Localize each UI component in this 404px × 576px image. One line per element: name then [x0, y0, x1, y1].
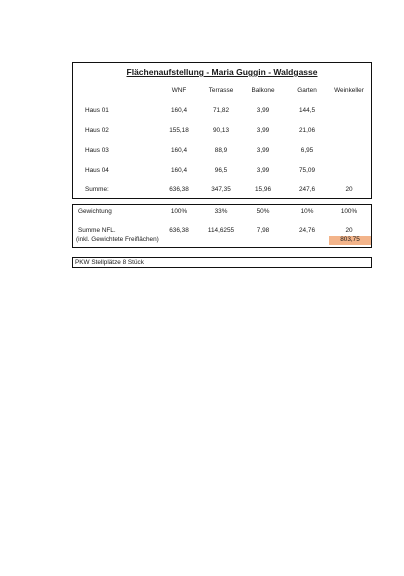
- parking-box: [72, 257, 372, 268]
- row-label-haus-01: Haus 01: [85, 107, 109, 114]
- area-table: [72, 62, 372, 199]
- row-label-gewichtung: Gewichtung: [78, 208, 112, 215]
- cell-summe-terrasse: 347,35: [211, 186, 231, 193]
- cell-haus-04-balkone: 3,99: [256, 167, 270, 174]
- cell-haus-02-balkone: 3,99: [256, 127, 270, 134]
- total-value: 803,75: [340, 236, 360, 243]
- cell-haus-04-garten: 75,09: [299, 167, 315, 174]
- inkl-note: (inkl. Gewichtete Freiflächen): [76, 236, 159, 243]
- header-balkone: Balkone: [251, 87, 275, 94]
- row-label-haus-04: Haus 04: [85, 167, 109, 174]
- cell-haus-04-wnf: 160,4: [171, 167, 187, 174]
- cell-gewichtung-garten: 10%: [300, 208, 314, 215]
- cell-haus-03-balkone: 3,99: [256, 147, 270, 154]
- weighting-table: [72, 204, 372, 248]
- row-label-summe-nfl: Summe NFL.: [78, 227, 116, 234]
- cell-gewichtung-terrasse: 33%: [214, 208, 228, 215]
- cell-haus-01-terrasse: 71,82: [213, 107, 229, 114]
- cell-haus-01-balkone: 3,99: [256, 107, 270, 114]
- cell-summe-weinkeller: 20: [345, 186, 353, 193]
- document-title: Flächenaufstellung - Maria Guggin - Waldgasse: [126, 67, 318, 77]
- cell-summe-nfl-garten: 24,76: [299, 227, 315, 234]
- cell-haus-04-terrasse: 96,5: [214, 167, 228, 174]
- cell-gewichtung-wnf: 100%: [170, 208, 188, 215]
- header-terrasse: Terrasse: [208, 87, 234, 94]
- cell-haus-02-wnf: 155,18: [169, 127, 189, 134]
- cell-summe-nfl-balkone: 7,98: [256, 227, 270, 234]
- cell-haus-03-wnf: 160,4: [171, 147, 187, 154]
- header-garten: Garten: [297, 87, 317, 94]
- cell-summe-nfl-wnf: 636,38: [169, 227, 189, 234]
- row-label-haus-02: Haus 02: [85, 127, 109, 134]
- row-label-summe: Summe:: [85, 186, 109, 193]
- cell-summe-garten: 247,6: [299, 186, 315, 193]
- row-label-haus-03: Haus 03: [85, 147, 109, 154]
- cell-summe-balkone: 15,96: [255, 186, 271, 193]
- cell-summe-nfl-weinkeller: 20: [345, 227, 353, 234]
- cell-haus-03-terrasse: 88,9: [214, 147, 228, 154]
- cell-haus-01-garten: 144,5: [299, 107, 315, 114]
- cell-summe-wnf: 636,38: [169, 186, 189, 193]
- header-wnf: WNF: [171, 87, 187, 94]
- cell-gewichtung-balkone: 50%: [256, 208, 270, 215]
- pkw-text: PKW Stellplätze 8 Stück: [75, 259, 144, 266]
- cell-summe-nfl-terrasse: 114,6255: [207, 227, 235, 234]
- cell-haus-01-wnf: 160,4: [171, 107, 187, 114]
- cell-gewichtung-weinkeller: 100%: [340, 208, 358, 215]
- cell-haus-02-terrasse: 90,13: [213, 127, 229, 134]
- cell-haus-02-garten: 21,06: [299, 127, 315, 134]
- cell-haus-03-garten: 6,95: [300, 147, 314, 154]
- header-weinkeller: Weinkeller: [334, 87, 364, 94]
